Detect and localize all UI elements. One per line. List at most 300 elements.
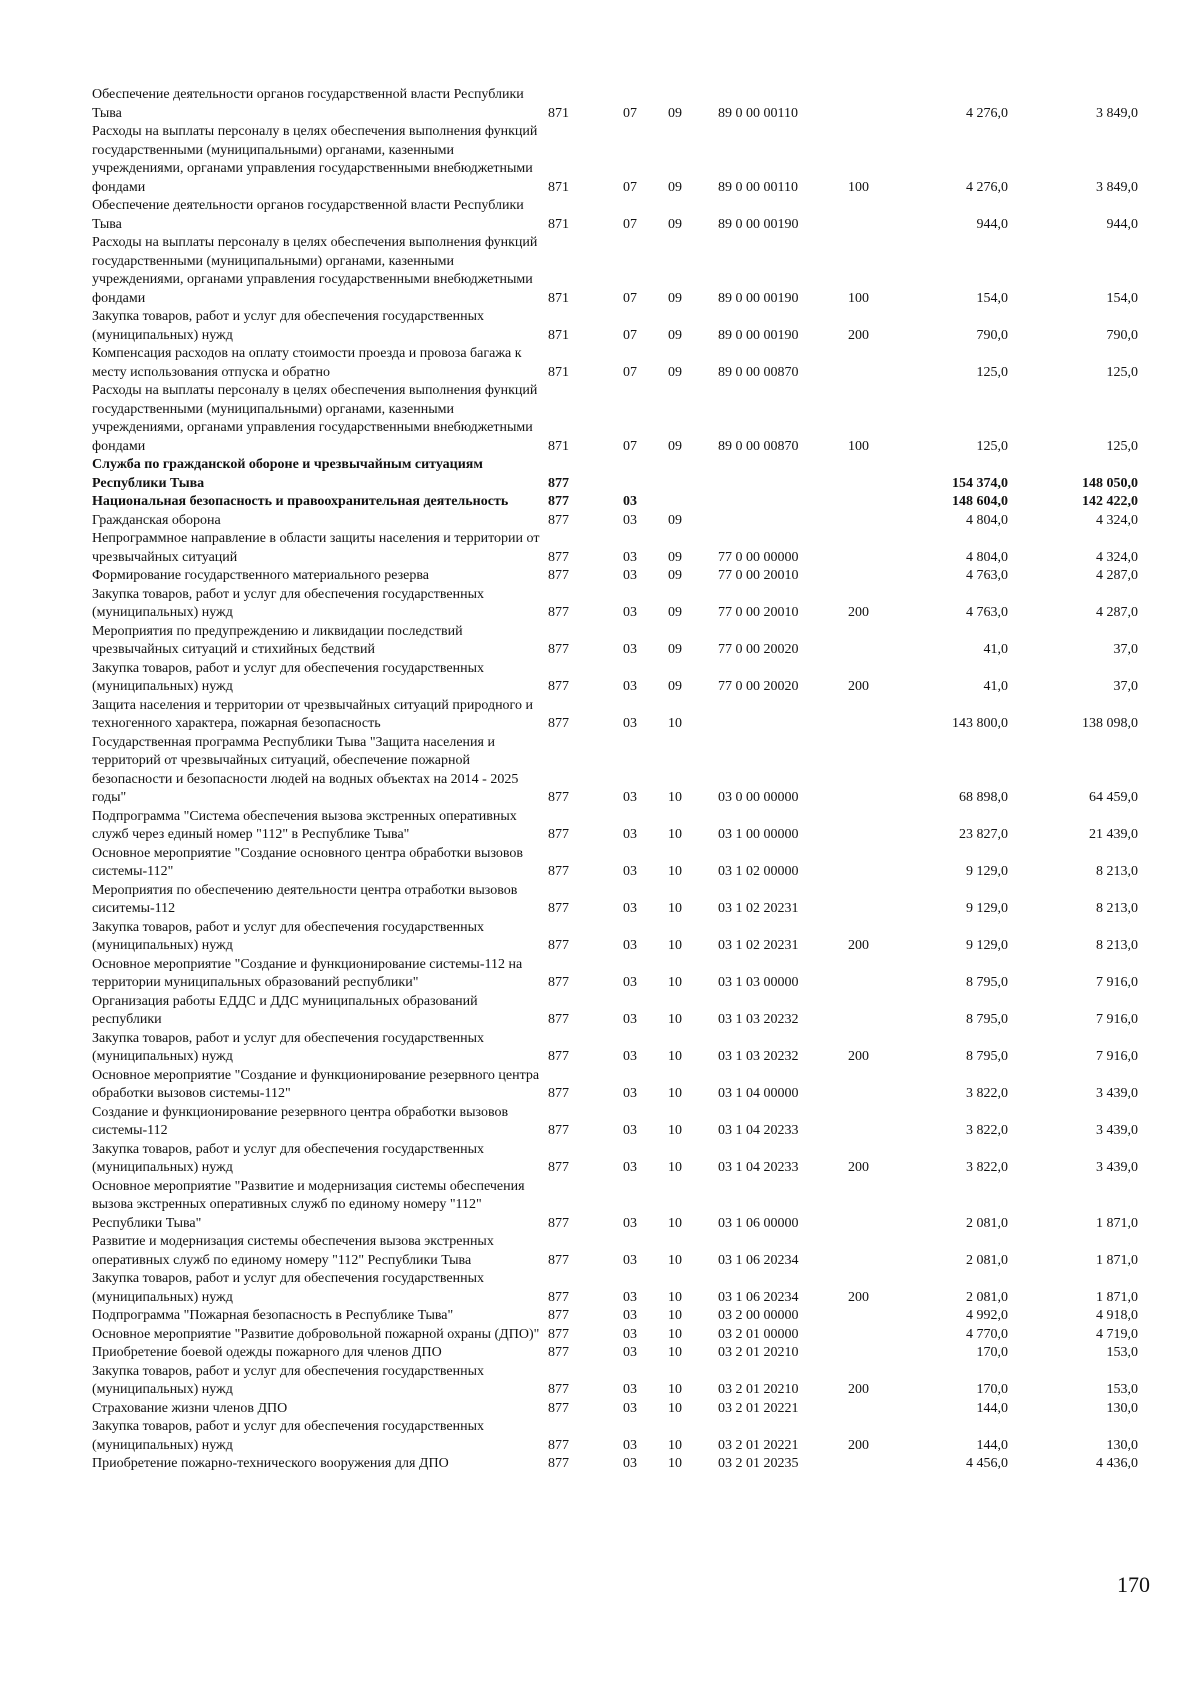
row-subsection-code: 10 [668,1012,682,1027]
row-section-code: 03 [623,1437,637,1453]
row-amount-2: 8 213,0 [1096,938,1138,953]
row-expense-type-code [842,1233,902,1270]
row-expense-type-code: 200 [848,327,869,343]
row-amount-2: 37,0 [1113,679,1138,694]
row-name: Основное мероприятие "Создание основного центра обработки вызовов системы-112" [92,845,524,879]
row-target-article-code: 03 1 04 20233 [718,1160,799,1175]
row-ved-code: 877 [548,901,569,916]
row-target-article-code: 89 0 00 00190 [718,216,799,232]
row-section-code: 03 [623,1308,637,1323]
row-expense-type-code: 200 [848,605,869,620]
table-row [92,530,1152,567]
row-amount-1: 790,0 [976,327,1008,343]
row-expense-type-code [842,1344,902,1363]
row-amount-1: 8 795,0 [966,1012,1008,1027]
row-subsection-code [662,456,712,493]
row-amount-1: 68 898,0 [959,790,1008,805]
row-target-article-code: 03 2 01 20210 [718,1345,799,1360]
row-expense-type-code [842,512,902,531]
table-row [92,234,1152,308]
row-ved-code: 877 [548,716,569,731]
row-target-article-code: 89 0 00 00870 [718,438,799,454]
row-section-code: 03 [623,790,637,805]
row-name: Основное мероприятие "Развитие добровольной пожарной охраны (ДПО)" [92,1326,540,1342]
row-amount-1: 4 763,0 [966,605,1008,620]
row-amount-2: 125,0 [1106,438,1138,454]
row-name: Создание и функционирование резервного центра обработки вызовов системы-112 [92,1104,509,1138]
row-amount-2: 790,0 [1106,327,1138,343]
row-target-article-code: 03 1 03 00000 [718,975,799,990]
row-amount-1: 9 129,0 [966,864,1008,879]
row-amount-2: 130,0 [1106,1400,1138,1416]
row-section-code: 03 [623,864,637,879]
row-amount-1: 170,0 [976,1382,1008,1397]
row-expense-type-code [842,1178,902,1234]
row-target-article-code: 03 1 02 20231 [718,938,799,953]
row-target-article-code: 03 2 01 20210 [718,1382,799,1397]
row-amount-1: 3 822,0 [966,1160,1008,1175]
row-amount-1: 154,0 [976,290,1008,306]
table-row [92,697,1152,734]
row-amount-1: 3 822,0 [966,1086,1008,1101]
table-row [92,567,1152,586]
row-ved-code: 877 [548,605,569,620]
row-subsection-code: 09 [668,105,682,121]
row-amount-2: 64 459,0 [1089,790,1138,805]
row-expense-type-code [842,1400,902,1419]
row-section-code: 03 [623,1289,637,1305]
row-amount-2: 4 324,0 [1096,549,1138,565]
row-subsection-code: 10 [668,864,682,879]
row-name: Страхование жизни членов ДПО [92,1400,288,1416]
row-target-article-code: 03 1 06 20234 [718,1289,799,1305]
row-target-article-code: 03 1 04 20233 [718,1123,799,1138]
row-ved-code: 877 [548,1400,569,1416]
table-row [92,1178,1152,1234]
row-ved-code: 877 [548,1252,569,1268]
table-row [92,919,1152,956]
row-amount-2: 153,0 [1106,1382,1138,1397]
row-expense-type-code [842,697,902,734]
budget-table-body [92,86,1152,1474]
row-amount-1: 4 804,0 [966,512,1008,528]
row-name: Основное мероприятие "Создание и функционирование резервного центра обработки вызовов системы-112" [92,1067,540,1101]
row-target-article-code [712,697,842,734]
row-expense-type-code [842,808,902,845]
row-expense-type-code: 200 [848,1289,869,1305]
row-expense-type-code [842,86,902,123]
row-amount-1: 8 795,0 [966,975,1008,990]
row-ved-code: 877 [548,475,569,491]
row-subsection-code: 10 [668,1049,682,1064]
row-subsection-code: 09 [668,327,682,343]
row-section-code: 07 [623,327,637,343]
row-subsection-code: 10 [668,1345,682,1360]
row-subsection-code: 10 [668,1086,682,1101]
table-row [92,1270,1152,1307]
row-amount-1: 41,0 [983,642,1008,657]
row-amount-2: 154,0 [1106,290,1138,306]
row-section-code: 03 [623,568,637,583]
table-row [92,993,1152,1030]
row-section-code: 03 [623,1382,637,1397]
row-amount-2: 1 871,0 [1096,1215,1138,1231]
row-ved-code: 877 [548,975,569,990]
row-name: Закупка товаров, работ и услуг для обеспечения государственных (муниципальных) нужд [92,1363,485,1397]
row-subsection-code: 10 [668,1160,682,1175]
row-subsection-code: 10 [668,975,682,990]
row-ved-code: 877 [548,1215,569,1231]
row-name: Организация работы ЕДДС и ДДС муниципальных образований республики [92,993,478,1027]
row-target-article-code: 03 2 01 00000 [718,1326,799,1342]
row-subsection-code: 10 [668,1437,682,1453]
row-name: Закупка товаров, работ и услуг для обеспечения государственных (муниципальных) нужд [92,586,485,620]
row-section-code: 03 [623,1345,637,1360]
row-amount-1: 4 763,0 [966,568,1008,583]
row-target-article-code: 77 0 00 20010 [718,568,799,583]
row-section-code: 03 [623,1252,637,1268]
row-expense-type-code [842,1104,902,1141]
row-name: Приобретение пожарно-технического вооружения для ДПО [92,1456,449,1471]
row-subsection-code: 09 [668,216,682,232]
row-target-article-code: 89 0 00 00110 [718,179,798,195]
row-target-article-code: 03 1 04 00000 [718,1086,799,1101]
row-subsection-code: 09 [668,290,682,306]
row-ved-code: 877 [548,1437,569,1453]
row-name: Закупка товаров, работ и услуг для обеспечения государственных (муниципальных) нужд [92,1271,485,1305]
row-subsection-code: 09 [668,364,682,380]
row-ved-code: 871 [548,364,569,380]
row-name: Гражданская оборона [92,512,221,528]
table-row [92,808,1152,845]
row-amount-1: 2 081,0 [966,1252,1008,1268]
row-amount-1: 2 081,0 [966,1289,1008,1305]
row-subsection-code: 10 [668,716,682,731]
row-section-code: 03 [623,827,637,842]
row-subsection-code: 09 [668,438,682,454]
row-amount-2: 21 439,0 [1089,827,1138,842]
table-row [92,1344,1152,1363]
row-ved-code: 871 [548,327,569,343]
row-target-article-code: 03 2 01 20221 [718,1437,799,1453]
row-ved-code: 877 [548,1289,569,1305]
row-amount-2: 3 439,0 [1096,1123,1138,1138]
table-row [92,1400,1152,1419]
table-row [92,1455,1152,1474]
row-amount-1: 4 276,0 [966,105,1008,121]
row-amount-2: 148 050,0 [1082,475,1138,491]
row-ved-code: 871 [548,105,569,121]
table-row [92,1067,1152,1104]
row-target-article-code: 03 0 00 00000 [718,790,799,805]
row-amount-2: 4 287,0 [1096,568,1138,583]
row-section-code: 03 [623,642,637,657]
row-section-code: 03 [623,1012,637,1027]
table-row [92,197,1152,234]
row-expense-type-code: 100 [848,438,869,454]
row-ved-code: 871 [548,179,569,195]
table-row [92,1363,1152,1400]
row-amount-2: 1 871,0 [1096,1252,1138,1268]
row-expense-type-code: 200 [848,1382,869,1397]
row-target-article-code: 77 0 00 20020 [718,679,799,694]
row-subsection-code: 09 [668,679,682,694]
table-row [92,493,1152,512]
row-name: Формирование государственного материального резерва [92,568,430,583]
table-row [92,1418,1152,1455]
row-ved-code: 871 [548,438,569,454]
row-amount-1: 2 081,0 [966,1215,1008,1231]
row-target-article-code: 89 0 00 00190 [718,290,799,306]
row-name: Закупка товаров, работ и услуг для обеспечения государственных (муниципальных) нужд [92,660,485,694]
row-section-code: 03 [623,1215,637,1231]
page-number: 170 [1117,1572,1150,1597]
row-expense-type-code [842,734,902,808]
budget-table [92,86,1152,1474]
row-amount-2: 1 871,0 [1096,1289,1138,1305]
row-amount-2: 8 213,0 [1096,901,1138,916]
row-expense-type-code: 200 [848,938,869,953]
row-expense-type-code [842,1067,902,1104]
row-amount-1: 8 795,0 [966,1049,1008,1064]
row-target-article-code: 03 1 03 20232 [718,1049,799,1064]
row-amount-1: 4 804,0 [966,549,1008,565]
row-amount-1: 144,0 [976,1437,1008,1453]
row-section-code: 07 [623,105,637,121]
row-amount-1: 944,0 [976,216,1008,232]
row-subsection-code: 10 [668,827,682,842]
row-ved-code: 877 [548,494,569,509]
row-amount-1: 4 992,0 [966,1308,1008,1323]
row-section-code: 03 [623,679,637,694]
row-expense-type-code [842,456,902,493]
row-amount-2: 153,0 [1106,1345,1138,1360]
row-ved-code: 877 [548,1086,569,1101]
row-name: Закупка товаров, работ и услуг для обеспечения государственных (муниципальных) нужд [92,309,485,343]
table-row [92,1326,1152,1345]
row-amount-1: 144,0 [976,1400,1008,1416]
row-expense-type-code [842,993,902,1030]
row-expense-type-code [842,1326,902,1345]
table-row [92,123,1152,197]
row-ved-code: 877 [548,790,569,805]
row-amount-2: 37,0 [1113,642,1138,657]
row-ved-code: 877 [548,642,569,657]
row-amount-2: 3 849,0 [1096,105,1138,121]
row-amount-1: 148 604,0 [952,494,1008,509]
row-subsection-code: 10 [668,1215,682,1231]
row-ved-code: 877 [548,1382,569,1397]
table-row [92,1233,1152,1270]
row-amount-2: 8 213,0 [1096,864,1138,879]
row-section-code: 03 [623,605,637,620]
row-subsection-code: 10 [668,1289,682,1305]
row-amount-2: 125,0 [1106,364,1138,380]
row-expense-type-code: 200 [848,1049,869,1064]
table-row [92,1141,1152,1178]
row-target-article-code [712,512,842,531]
row-target-article-code: 03 1 03 20232 [718,1012,799,1027]
row-section-code: 03 [623,938,637,953]
row-expense-type-code: 200 [848,1160,869,1175]
row-ved-code: 877 [548,1456,569,1471]
row-name: Развитие и модернизация системы обеспечения вызова экстренных оперативных служб по единому номеру "112" Республики Тыва [92,1234,494,1268]
row-section-code: 03 [623,1160,637,1175]
row-subsection-code: 10 [668,1382,682,1397]
table-row [92,845,1152,882]
row-amount-1: 125,0 [976,438,1008,454]
row-name: Закупка товаров, работ и услуг для обеспечения государственных (муниципальных) нужд [92,1030,485,1064]
row-name: Подпрограмма "Система обеспечения вызова экстренных оперативных служб через единый номер "112" в Республике Тыва" [92,808,517,842]
row-section-code: 03 [623,975,637,990]
row-expense-type-code [842,345,902,382]
row-expense-type-code: 100 [848,290,869,306]
row-amount-2: 138 098,0 [1082,716,1138,731]
table-row [92,623,1152,660]
row-amount-1: 3 822,0 [966,1123,1008,1138]
table-row [92,86,1152,123]
row-expense-type-code: 100 [848,179,869,195]
table-row [92,382,1152,456]
row-section-code [617,456,662,493]
row-ved-code: 877 [548,827,569,842]
row-amount-2: 7 916,0 [1096,1049,1138,1064]
row-amount-2: 130,0 [1106,1437,1138,1453]
row-target-article-code: 03 1 06 00000 [718,1215,799,1231]
row-target-article-code: 03 2 00 00000 [718,1308,799,1323]
row-section-code: 03 [623,716,637,731]
row-target-article-code: 77 0 00 00000 [718,549,799,565]
table-row [92,1307,1152,1326]
row-ved-code: 877 [548,1123,569,1138]
row-section-code: 03 [623,1326,637,1342]
row-target-article-code: 89 0 00 00110 [718,105,798,121]
row-ved-code: 877 [548,1326,569,1342]
row-subsection-code: 10 [668,938,682,953]
row-ved-code: 877 [548,512,569,528]
table-row [92,456,1152,493]
row-section-code: 03 [623,1400,637,1416]
row-ved-code: 877 [548,1049,569,1064]
row-name: Национальная безопасность и правоохранительная деятельность [92,494,509,509]
table-row [92,586,1152,623]
row-expense-type-code [842,882,902,919]
row-target-article-code: 89 0 00 00190 [718,327,799,343]
row-section-code: 03 [623,549,637,565]
row-target-article-code: 03 1 06 20234 [718,1252,799,1268]
row-target-article-code: 03 2 01 20235 [718,1456,799,1471]
row-name: Закупка товаров, работ и услуг для обеспечения государственных (муниципальных) нужд [92,1141,485,1175]
row-name: Основное мероприятие "Развитие и модернизация системы обеспечения вызова экстренных оперативных служб по единому номеру "112" Республики Тыва" [92,1178,525,1231]
row-name: Защита населения и территории от чрезвычайных ситуаций природного и техногенного характера, пожарная безопасность [92,697,533,731]
row-amount-2: 3 439,0 [1096,1086,1138,1101]
row-name: Обеспечение деятельности органов государственной власти Республики Тыва [92,87,524,121]
row-subsection-code: 10 [668,1456,682,1471]
row-section-code: 03 [623,494,637,509]
row-ved-code: 871 [548,216,569,232]
table-row [92,345,1152,382]
row-amount-1: 4 276,0 [966,179,1008,195]
row-name: Служба по гражданской обороне и чрезвычайным ситуациям Республики Тыва [92,457,483,491]
table-row [92,660,1152,697]
row-ved-code: 877 [548,679,569,694]
row-section-code: 07 [623,216,637,232]
row-amount-2: 4 918,0 [1096,1308,1138,1323]
row-ved-code: 877 [548,864,569,879]
table-row [92,1030,1152,1067]
row-target-article-code: 03 2 01 20221 [718,1400,799,1416]
row-name: Государственная программа Республики Тыва "Защита населения и территорий от чрезвычайных ситуаций, обеспечение пожарной безопасности и безопасности людей на водных объектах на 2014 - 2025 годы" [92,734,519,805]
row-target-article-code: 03 1 02 00000 [718,864,799,879]
row-ved-code: 877 [548,1160,569,1175]
row-amount-1: 125,0 [976,364,1008,380]
row-expense-type-code: 200 [848,679,869,694]
row-name: Основное мероприятие "Создание и функционирование системы-112 на территории муниципальных образований республики" [92,956,523,990]
row-amount-2: 3 439,0 [1096,1160,1138,1175]
row-section-code: 07 [623,290,637,306]
row-subsection-code: 09 [668,512,682,528]
row-amount-1: 4 456,0 [966,1456,1008,1471]
row-section-code: 03 [623,1086,637,1101]
row-amount-2: 142 422,0 [1082,494,1138,509]
row-subsection-code: 09 [668,642,682,657]
row-subsection-code: 10 [668,1252,682,1268]
row-name: Компенсация расходов на оплату стоимости проезда и провоза багажа к месту использования отпуска и обратно [92,346,522,380]
row-amount-1: 23 827,0 [959,827,1008,842]
row-section-code: 07 [623,364,637,380]
row-expense-type-code [842,1455,902,1474]
row-amount-2: 4 287,0 [1096,605,1138,620]
row-name: Мероприятия по предупреждению и ликвидации последствий чрезвычайных ситуаций и стихийных бедствий [92,623,463,657]
row-ved-code: 877 [548,938,569,953]
row-section-code: 03 [623,1456,637,1471]
row-subsection-code: 10 [668,1326,682,1342]
row-amount-1: 9 129,0 [966,901,1008,916]
row-amount-2: 3 849,0 [1096,179,1138,195]
row-section-code: 07 [623,438,637,454]
row-ved-code: 871 [548,290,569,306]
row-name: Расходы на выплаты персоналу в целях обеспечения выполнения функций государственными (муниципальными) органами, казенными учреждениями, органами управления государственными внебюджетными фондами [92,124,538,195]
row-expense-type-code [842,623,902,660]
row-name: Подпрограмма "Пожарная безопасность в Республике Тыва" [92,1308,454,1323]
table-row [92,734,1152,808]
row-target-article-code: 77 0 00 20010 [718,605,799,620]
row-target-article-code [712,493,842,512]
row-target-article-code [712,456,842,493]
row-name: Приобретение боевой одежды пожарного для членов ДПО [92,1345,442,1360]
row-name: Расходы на выплаты персоналу в целях обеспечения выполнения функций государственными (муниципальными) органами, казенными учреждениями, органами управления государственными внебюджетными фондами [92,235,538,306]
row-amount-1: 4 770,0 [966,1326,1008,1342]
table-row [92,1104,1152,1141]
row-name: Закупка товаров, работ и услуг для обеспечения государственных (муниципальных) нужд [92,919,485,953]
row-amount-2: 4 436,0 [1096,1456,1138,1471]
row-name: Обеспечение деятельности органов государственной власти Республики Тыва [92,198,524,232]
row-section-code: 03 [623,1049,637,1064]
row-subsection-code: 09 [668,605,682,620]
row-amount-1: 41,0 [983,679,1008,694]
row-ved-code: 877 [548,1345,569,1360]
row-amount-2: 4 719,0 [1096,1326,1138,1342]
row-amount-1: 154 374,0 [952,475,1008,491]
row-subsection-code [662,493,712,512]
row-subsection-code: 10 [668,1308,682,1323]
row-subsection-code: 10 [668,901,682,916]
row-expense-type-code [842,956,902,993]
row-amount-1: 170,0 [976,1345,1008,1360]
row-subsection-code: 09 [668,568,682,583]
row-amount-1: 143 800,0 [952,716,1008,731]
row-section-code: 07 [623,179,637,195]
